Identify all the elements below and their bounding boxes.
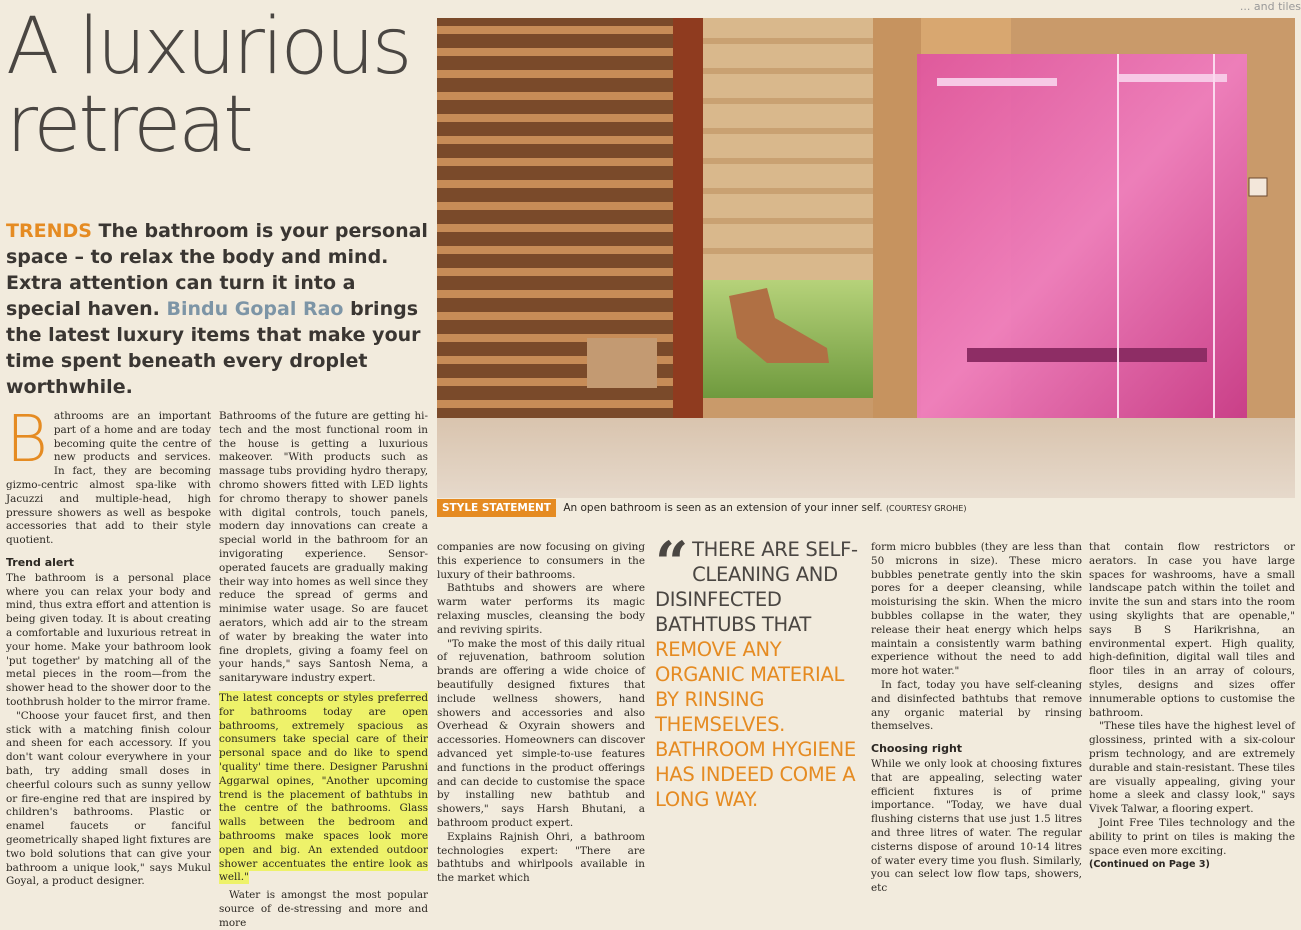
bathroom-photo [437,18,1295,498]
subhead-choosing-right: Choosing right [871,742,963,756]
col5-paragraph-3: While we only look at choosing fixtures that are appealing, selecting water efficient fixtures is of prime importance. "Today, we have dual flushing cisterns that use just 1.5 litres and three litres of water. The regular cisterns dispose of around 10-14 litres of water every time you flush. Similarly, you can select low flow taps, showers, etc [871,757,1082,895]
col1-paragraph-1: athrooms are an important part of a home and are today becoming quite the centre of new products and services. In fact, they are becoming gizmo-centric almost spa-like with Jacuzzi and multiple-head, high pressure showers as well as bespoke accessories that add to their style quotient. [6,410,211,547]
pull-quote-part-1: THERE ARE SELF-CLEANING AND DISINFECTED BATHTUBS THAT [655,538,858,636]
continued-on-page: (Continued on Page 3) [1089,859,1210,871]
col2-paragraph-1: Bathrooms of the future are getting hi-tech and the most functional room in the house is getting a luxurious makeover. "With products such as massage tubs providing hydro therapy, chromo showers fitted with LED lights for chromo therapy to shower panels with digital controls, touch panels, modern day innovations can create a special world in the bathroom for an invigorating experience. Sensor-operated faucets are gradually making their way into homes as well since they reduce the spread of germs and minimise water usage. So are faucet aerators, which add air to the stream of water by breaking the water into fine droplets, giving a foamy feel on your hands," says Santosh Nema, a sanitaryware industry expert. [219,410,428,685]
highlighted-text: The latest concepts or styles preferred for bathrooms today are open bathrooms, extremely spacious as consumers take special care of their personal space and do like to spend 'quality' time there. Designer Parushni Aggarwal opines, "Another upcoming trend is the placement of bathtubs in the centre of the bathrooms. Glass walls between the bedroom and bathrooms make spaces look more open and big. An extended outdoor shower accentuates the entire look as well." [219,691,428,884]
top-strip-text: ... and tiles [1239,0,1301,13]
standfirst-part-2: brings the latest luxury items that make your time spent beneath every droplet worthwhile. [6,298,421,398]
col6-paragraph-2: "These tiles have the highest level of glossiness, printed with a six-colour prism technology, and are extremely durable and stain-resistant. These tiles are visually appealing, giving your home a sleek and classy look," says Vivek Talwar, a flooring expert. [1089,720,1295,816]
col5-paragraph-2: In fact, today you have self-cleaning and disinfected bathtubs that remove any organic material by rinsing themselves. [871,678,1082,733]
bathroom-photo-icon [437,18,1295,498]
column-6 [1089,541,1295,871]
col3-paragraph-4: Explains Rajnish Ohri, a bathroom technologies expert: "There are bathtubs and whirlpools available in the market which [437,830,645,885]
drop-cap: B [6,403,48,477]
headline-line-2: retreat [6,80,251,170]
column-5 [871,541,1082,895]
byline: Bindu Gopal Rao [166,298,344,320]
col2-paragraph-2: Water is amongst the most popular source of de-stressing and more and more [219,889,428,929]
headline-line-1: A luxurious [6,2,410,92]
pull-quote-part-2: REMOVE ANY ORGANIC MATERIAL BY RINSING THEMSELVES. BATHROOM HYGIENE HAS INDEED COME A LONG WAY. [655,638,856,811]
col3-paragraph-3: "To make the most of this daily ritual of rejuvenation, bathroom solution brands are offering a wide choice of beautifully designed fixtures that include wellness showers, hand showers and accessories and also Overhead & Oxyrain showers and accessories. Homeowners can discover advanced yet simple-to-use features and functions in the product offerings and can decide to customise the space by installing new bathtub and showers," says Harsh Bhutani, a bathroom product expert. [437,637,645,829]
kicker: TRENDS [6,220,92,242]
column-1 [6,403,211,888]
column-3 [437,541,645,885]
col1-paragraph-3: "Choose your faucet first, and then stick with a matching finish colour and sheen for each accessory. If you don't want colour everywhere in your bath, try adding small doses in cheerful colours such as sunny yellow or fire-engine red that are inspired by children's bathrooms. Plastic or enamel faucets or fanciful geometrically shaped light fixtures are two bold solutions that can give your bathroom a unique look," says Mukul Goyal, a product designer. [6,709,211,888]
col3-paragraph-1: companies are now focusing on giving this experience to consumers in the luxury of their bathrooms. [437,541,645,581]
photo-caption [437,498,1295,518]
quote-mark-icon: “ [655,529,689,597]
standfirst [6,218,430,400]
col2-highlight-paragraph [219,692,428,885]
subhead-trend-alert: Trend alert [6,555,75,569]
caption-label: STYLE STATEMENT [437,499,556,517]
col3-paragraph-2: Bathtubs and showers are where warm water performs its magic relaxing muscles, cleansing the body and reviving spirits. [437,582,645,636]
col1-paragraph-2: The bathroom is a personal place where you can relax your body and mind, thus extra effort and attention is being given today. It is about creating a comfortable and luxurious retreat in your home. Make your bathroom look 'put together' by matching all of the metal pieces in the room—from the shower head to the shower door to the toothbrush holder to the mirror frame. [6,571,211,708]
standfirst-part-1: The bathroom is your personal space – to relax the body and mind. Extra attention can turn it into a special haven. [6,220,428,320]
pull-quote [655,529,861,812]
col6-paragraph-3: Joint Free Tiles technology and the ability to print on tiles is making the space even more exciting. [1089,816,1295,857]
col5-paragraph-1: form micro bubbles (they are less than 50 microns in size). These micro bubbles penetrate gently into the skin pores for a deeper cleansing, while moisturising the skin. When the micro bubbles collapse in the water, they release their heat energy which helps maintain a consistently warm bathing experience without the need to add more hot water." [871,541,1082,678]
headline [6,2,426,170]
caption-credit: (COURTESY GROHE) [885,504,967,513]
caption-text: An open bathroom is seen as an extension of your inner self. [563,502,883,514]
column-2 [219,410,428,929]
col6-paragraph-1: that contain flow restrictors or aerators. In case you have large spaces for washrooms, have a small landscape patch within the toilet and invite the sun and stars into the room using skylights that are openable," says B S Harikrishna, an environmental expert. High quality, high-definition, digital wall tiles and floor tiles in an array of colours, styles, designs and sizes offer innumerable options to customise the bathroom. [1089,541,1295,719]
